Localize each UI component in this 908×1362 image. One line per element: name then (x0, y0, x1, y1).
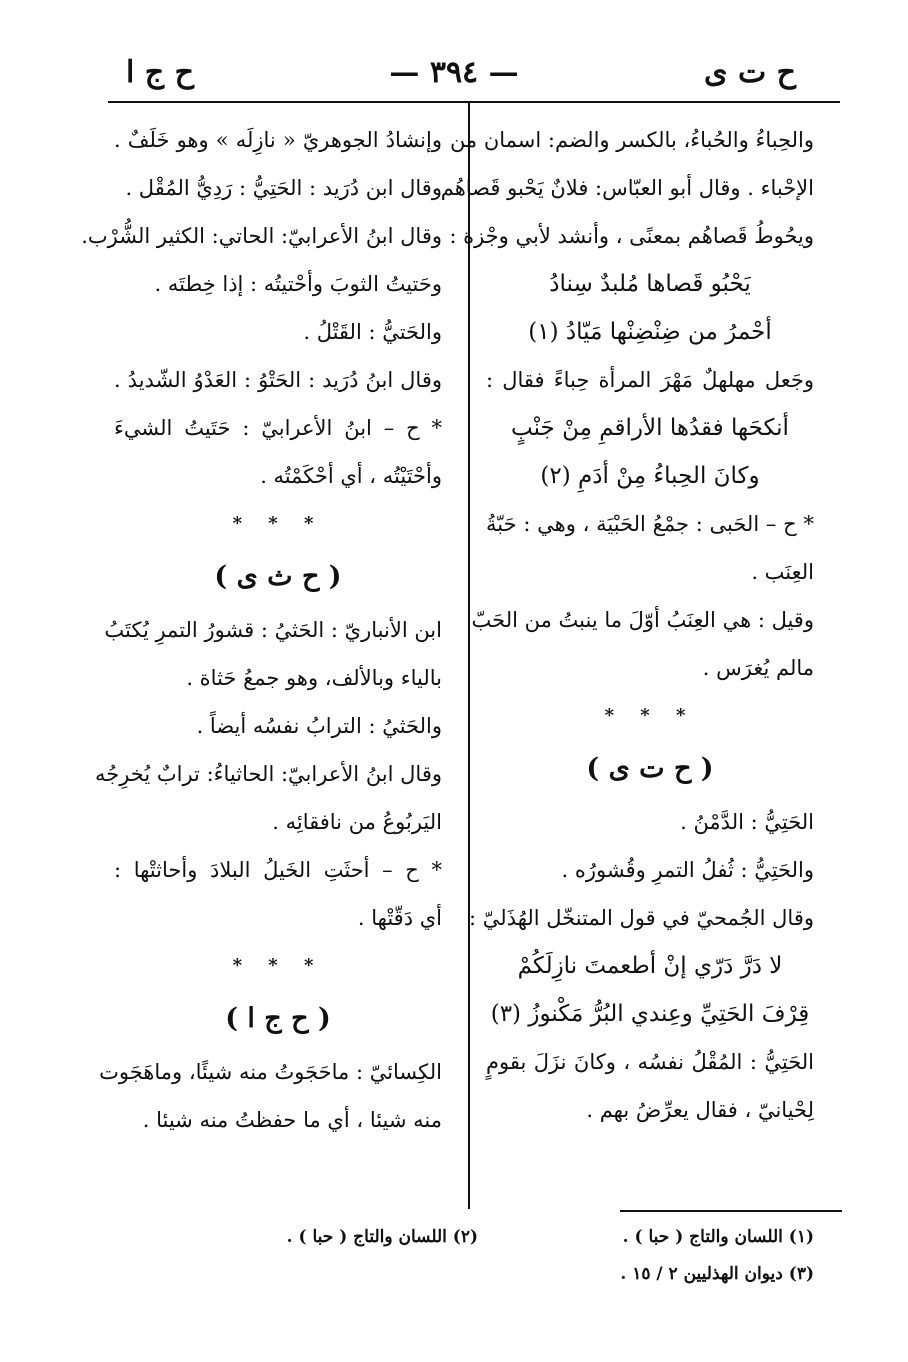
section-separator: * * * (604, 705, 696, 726)
text-line: وقال الجُمحيّ في قول المتنخّل الهُذَليّ : (469, 906, 814, 930)
text-line: مالم يُغرَس . (702, 656, 814, 680)
page-number: — ٣٩٤ — (389, 55, 519, 90)
running-header-root-right: ح ت ى (704, 55, 796, 90)
text-line: وقال ابنُ دُرَيد : الحَتْوُ : العَدْوُ الشّديدُ . (114, 368, 442, 392)
running-header-root-left: ح ج ا (126, 55, 194, 90)
entry-heading: ( ح ت ى ) (586, 753, 714, 784)
text-line: وإنشادُ الجوهريّ « نازِلَه » وهو خَلَفٌ . (114, 128, 442, 152)
verse-line: قِرْفَ الحَتِيِّ وعِندي البُرُّ مَكْنوزُ (٣) (490, 1001, 810, 1027)
text-line: الإحْباء . وقال أبو العبّاس: فلانٌ يَحْبو قَصاهُم (440, 176, 814, 200)
section-separator: * * * (232, 955, 324, 976)
text-line: الحَتِيُّ : المُقْلُ نفسُه ، وكانَ نزَلَ بقومٍ (486, 1050, 814, 1074)
text-line: * ح – أحثَتِ الخَيلُ البلادَ وأحاثتْها : (114, 858, 442, 882)
verse-line: وكانَ الحِباءُ مِنْ أدَمِ (٢) (540, 463, 760, 489)
left-column (81, 116, 442, 1144)
section-separator: * * * (232, 513, 324, 534)
text-line: الحَتِيُّ : الدَّمْنُ . (680, 810, 814, 834)
entry-heading: ( ح ث ى ) (214, 561, 342, 592)
text-line: العِنَب . (751, 560, 814, 584)
text-line: وجَعل مهلهلٌ مَهْرَ المرأة حِباءً فقال : (486, 368, 814, 392)
column-divider (468, 103, 470, 1209)
text-line: والحَتيُّ : القَتْلُ . (303, 320, 442, 344)
text-line: اليَربُوعُ من نافقائِه . (272, 810, 442, 834)
text-line: وقال ابنُ الأعرابيّ: الحاثياءُ: ترابٌ يُخرِجُه (94, 762, 442, 786)
text-line: والحَتِيُّ : ثُفلُ التمرِ وقُشورُه . (561, 858, 814, 882)
text-line: أي دَقّتْها . (357, 906, 442, 930)
text-line: بالياء وبالألف، وهو جمعُ حَثاة . (186, 666, 442, 690)
text-line: وحَتيتُ الثوبَ وأحْتيتُه : إذا خِطتَه . (154, 272, 442, 296)
verse-line: لا دَرَّ دَرّي إنْ أطعمتَ نازِلَكُمْ (517, 953, 783, 979)
text-line: منه شيئا ، أي ما حفظتُ منه شيئا . (142, 1108, 442, 1132)
text-line: لِحْيانيّ ، فقال يعرِّضُ بهم . (586, 1098, 814, 1122)
verse-line: أنكحَها فقدُها الأراقمِ مِنْ جَنْبٍ (511, 415, 789, 441)
text-line: وقيل : هي العِنَبُ أوّلَ ما ينبتُ من الحَبّ (471, 608, 814, 632)
footnote-1: (١) اللسان والتاج ( حبا ) . (622, 1227, 814, 1247)
text-line: وقال ابنُ الأعرابيّ: الحاتي: الكثير الشُّرْب. (81, 224, 442, 248)
text-line: والحِباءُ والحُباءُ، بالكسر والضم: اسمان من (449, 128, 814, 152)
entry-heading: ( ح ج ا ) (225, 1003, 331, 1034)
text-line: * ح – ابنُ الأعرابيّ : حَتَيتُ الشيءَ (114, 416, 442, 440)
text-line: ويحُوطُ قَصاهُم بمعنًى ، وأنشد لأبي وجْزة : (449, 224, 814, 248)
text-line: وقال ابن دُرَيد : الحَتِيُّ : رَدِيُّ المُقْل . (125, 176, 442, 200)
footnote-3: (٣) ديوان الهذليين ٢ / ١٥ . (620, 1264, 814, 1284)
footnote-2: (٢) اللسان والتاج ( حبا ) . (286, 1227, 478, 1247)
text-line: والحَثيُ : الترابُ نفسُه أيضاً . (196, 714, 442, 738)
verse-line: يَحْبُو قَصاها مُلبدٌ سِنادُ (549, 271, 751, 297)
right-column (440, 116, 814, 1134)
header-rule (108, 101, 840, 103)
text-line: وأحْتَيْتُه ، أي أحْكَمْتُه . (260, 464, 442, 488)
text-line: * ح – الحَبى : جمْعُ الحَبْيَة ، وهي : حَبّةُ (486, 512, 814, 536)
text-line: الكِسائيّ : ماحَجَوتُ منه شيئًا، وماهَجَوت (99, 1060, 442, 1084)
footnote-rule (620, 1210, 842, 1212)
text-line: ابن الأنباريّ : الحَثيُ : قشورُ التمرِ يُكتَبُ (104, 618, 442, 642)
verse-line: أحْمرُ من ضِنْضِنْها مَيّادُ (١) (528, 319, 772, 345)
